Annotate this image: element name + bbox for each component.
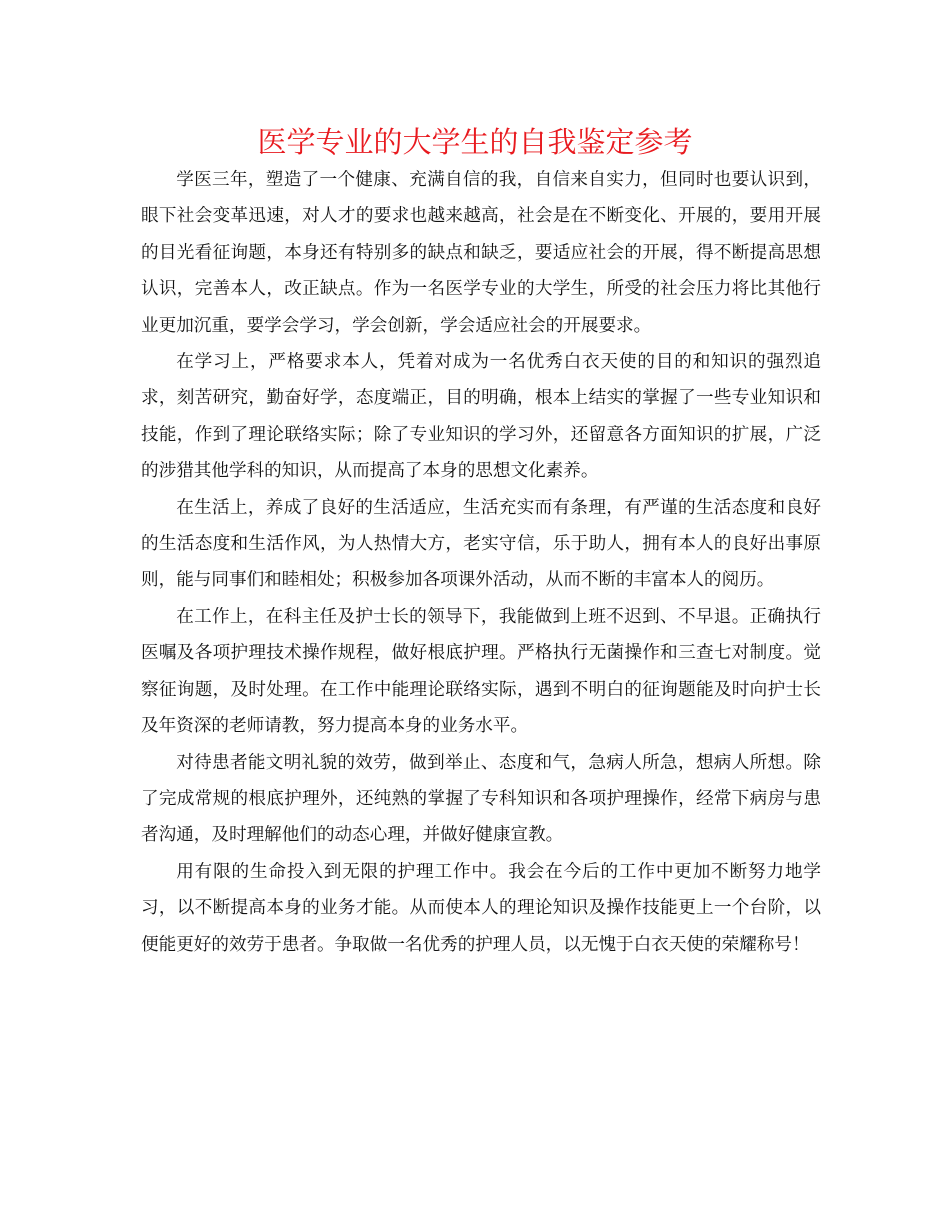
document-body (141, 162, 821, 963)
paragraph-study: 在学习上，严格要求本人，凭着对成为一名优秀白衣天使的目的和知识的强烈追求，刻苦研究，勤奋好学，态度端正，目的明确，根本上结实的掌握了一些专业知识和技能，作到了理论联络实际；除了专业知识的学习外，还留意各方面知识的扩展，广泛的涉猎其他学科的知识，从而提高了本身的思想文化素养。 (141, 352, 821, 482)
paragraph-conclusion: 用有限的生命投入到无限的护理工作中。我会在今后的工作中更加不断努力地学习，以不断提高本身的业务才能。从而使本人的理论知识及操作技能更上一个台阶，以便能更好的效劳于患者。争取做一名优秀的护理人员，以无愧于白衣天使的荣耀称号！ (141, 861, 821, 955)
paragraph-intro: 学医三年，塑造了一个健康、充满自信的我，自信来自实力，但同时也要认识到，眼下社会变革迅速，对人才的要求也越来越高，社会是在不断变化、开展的，要用开展的目光看征询题，本身还有特别多的缺点和缺乏，要适应社会的开展，得不断提高思想认识，完善本人，改正缺点。作为一名医学专业的大学生，所受的社会压力将比其他行业更加沉重，要学会学习，学会创新，学会适应社会的开展要求。 (141, 170, 821, 336)
paragraph-work: 在工作上，在科主任及护士长的领导下，我能做到上班不迟到、不早退。正确执行医嘱及各项护理技术操作规程，做好根底护理。严格执行无菌操作和三查七对制度。觉察征询题，及时处理。在工作中能理论联络实际，遇到不明白的征询题能及时向护士长及年资深的老师请教，努力提高本身的业务水平。 (141, 606, 821, 737)
paragraph-life: 在生活上，养成了良好的生活适应，生活充实而有条理，有严谨的生活态度和良好的生活态度和生活作风，为人热情大方，老实守信，乐于助人，拥有本人的良好出事原则，能与同事们和睦相处；积极参加各项课外活动，从而不断的丰富本人的阅历。 (141, 497, 821, 591)
paragraph-patients: 对待患者能文明礼貌的效劳，做到举止、态度和气，急病人所急，想病人所想。除了完成常规的根底护理外，还纯熟的掌握了专科知识和各项护理操作，经常下病房与患者沟通，及时理解他们的动态心理，并做好健康宣教。 (141, 752, 821, 846)
document-title: 医学专业的大学生的自我鉴定参考 (257, 125, 693, 159)
